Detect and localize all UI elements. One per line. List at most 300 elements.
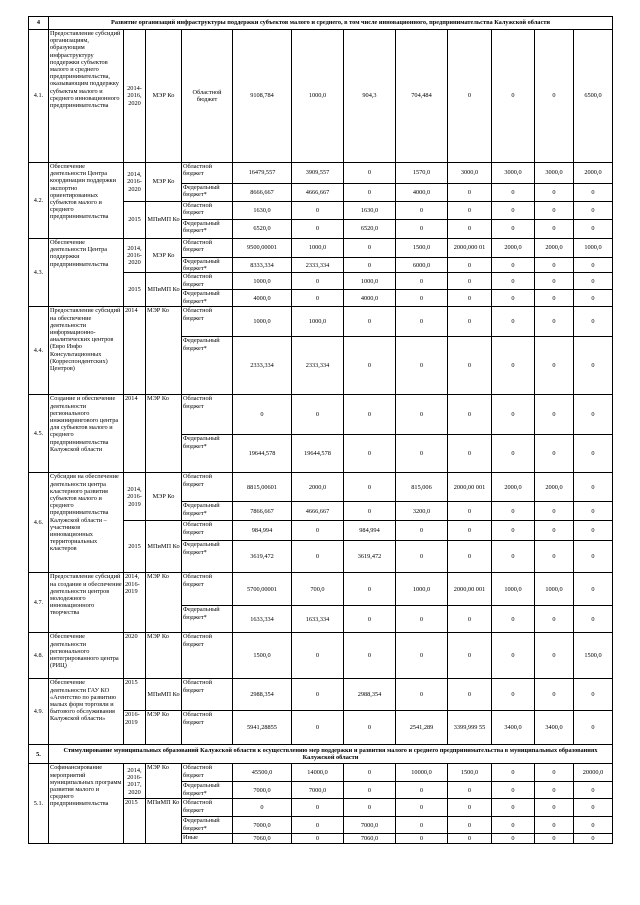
- cell-value: 2333,334: [292, 337, 344, 395]
- cell-value: 0: [448, 633, 492, 679]
- cell-value: 0: [344, 239, 396, 258]
- cell-value: 0: [396, 817, 448, 834]
- table-row: [29, 395, 613, 435]
- row-years: 2015: [124, 679, 146, 711]
- cell-value: 7060,0: [344, 834, 396, 844]
- row-executor: МЭР Ко: [146, 711, 182, 745]
- row-name: Обеспечение деятельности регионального интегрированного центра (РИЦ): [49, 633, 124, 679]
- cell-value: 0: [492, 202, 535, 220]
- cell-value: 0: [344, 184, 396, 202]
- cell-value: 0: [344, 606, 396, 633]
- cell-value: 5941,28855: [233, 711, 292, 745]
- cell-value: 0: [292, 679, 344, 711]
- cell-value: 0: [344, 573, 396, 606]
- row-executor: МЭР Ко: [146, 30, 182, 163]
- cell-value: 0: [574, 290, 613, 307]
- cell-value: 0: [448, 541, 492, 573]
- row-id: 4.5.: [29, 395, 49, 473]
- row-name: Обеспечение деятельности ГАУ КО «Агентство по развитию малых форм торговли и бытового обслуживания Калужской области»: [49, 679, 124, 745]
- cell-value: 0: [292, 817, 344, 834]
- row-source: Федеральный бюджет*: [182, 435, 233, 473]
- cell-value: 0: [448, 258, 492, 273]
- row-executor: МПиМП Ко: [146, 273, 182, 307]
- cell-value: 0: [396, 541, 448, 573]
- cell-value: 2000,0: [492, 239, 535, 258]
- cell-value: 0: [233, 799, 292, 817]
- row-source: Областной бюджет: [182, 473, 233, 502]
- cell-value: 3399,999 55: [448, 711, 492, 745]
- cell-value: 2000,0: [574, 163, 613, 184]
- cell-value: 0: [535, 202, 574, 220]
- cell-value: 0: [535, 817, 574, 834]
- cell-value: 0: [396, 633, 448, 679]
- row-source: Областной бюджет: [182, 307, 233, 337]
- cell-value: 0: [574, 679, 613, 711]
- cell-value: 4666,667: [292, 502, 344, 521]
- cell-value: 984,994: [233, 521, 292, 541]
- cell-value: 6520,0: [233, 220, 292, 239]
- cell-value: 0: [292, 799, 344, 817]
- cell-value: 0: [396, 679, 448, 711]
- cell-value: 1630,0: [344, 202, 396, 220]
- cell-value: 0: [492, 220, 535, 239]
- cell-value: 0: [535, 220, 574, 239]
- table-row: [29, 573, 613, 606]
- row-source: Федеральный бюджет*: [182, 782, 233, 799]
- row-years: 2014, 2016-2020: [124, 163, 146, 202]
- row-name: Обеспечение деятельности Центра координации поддержки экспортно ориентированных субъектов малого и среднего предпринимательства: [49, 163, 124, 239]
- cell-value: 0: [574, 395, 613, 435]
- cell-value: 0: [492, 782, 535, 799]
- cell-value: 0: [574, 220, 613, 239]
- cell-value: 0: [492, 521, 535, 541]
- table-row: [29, 163, 613, 184]
- cell-value: 0: [574, 541, 613, 573]
- cell-value: 0: [396, 435, 448, 473]
- cell-value: 14000,0: [292, 764, 344, 782]
- row-years: 2015: [124, 202, 146, 239]
- cell-value: 8815,00601: [233, 473, 292, 502]
- cell-value: 0: [535, 258, 574, 273]
- cell-value: 0: [535, 764, 574, 782]
- row-executor: МПиМП Ко: [146, 679, 182, 711]
- cell-value: 0: [574, 273, 613, 290]
- row-source: Федеральный бюджет*: [182, 290, 233, 307]
- cell-value: 0: [344, 337, 396, 395]
- row-name: Субсидия на обеспечение деятельности центра кластерного развития субъектов малого и среднего предпринимательства Калужской области – участников инновационных территориальных кластеров: [49, 473, 124, 573]
- row-source: Иные: [182, 834, 233, 844]
- cell-value: 7866,667: [233, 502, 292, 521]
- cell-value: 1000,0: [396, 573, 448, 606]
- cell-value: 1570,0: [396, 163, 448, 184]
- cell-value: 1000,0: [233, 273, 292, 290]
- row-years: 2014, 2016-2019: [124, 573, 146, 633]
- cell-value: 0: [492, 633, 535, 679]
- cell-value: 0: [396, 307, 448, 337]
- cell-value: 1630,0: [233, 202, 292, 220]
- cell-value: 1500,0: [574, 633, 613, 679]
- cell-value: 3400,0: [535, 711, 574, 745]
- row-years: 2015: [124, 521, 146, 573]
- document-page: [28, 16, 613, 844]
- cell-value: 0: [448, 30, 492, 163]
- cell-value: 3619,472: [233, 541, 292, 573]
- cell-value: 0: [492, 290, 535, 307]
- row-name: Предоставление субсидий на создание и обеспечение деятельности центров молодежного инновационного творчества: [49, 573, 124, 633]
- cell-value: 1633,334: [233, 606, 292, 633]
- row-years: 2020: [124, 633, 146, 679]
- cell-value: 4666,667: [292, 184, 344, 202]
- cell-value: 0: [344, 435, 396, 473]
- cell-value: 0: [344, 473, 396, 502]
- cell-value: 0: [535, 502, 574, 521]
- cell-value: 0: [492, 258, 535, 273]
- cell-value: 0: [535, 521, 574, 541]
- row-source: Федеральный бюджет*: [182, 502, 233, 521]
- row-executor: МЭР Ко: [146, 163, 182, 202]
- row-name: Софинансирование мероприятий муниципальных программ развития малого и среднего предпринимательства: [49, 764, 124, 844]
- row-source: Областной бюджет: [182, 395, 233, 435]
- budget-table: [28, 16, 613, 844]
- cell-value: 0: [492, 799, 535, 817]
- cell-value: 904,3: [344, 30, 396, 163]
- cell-value: 0: [292, 202, 344, 220]
- cell-value: 0: [574, 521, 613, 541]
- row-source: Областной бюджет: [182, 273, 233, 290]
- cell-value: 0: [396, 202, 448, 220]
- cell-value: 0: [448, 817, 492, 834]
- cell-value: 0: [448, 220, 492, 239]
- cell-value: 0: [574, 606, 613, 633]
- cell-value: 2988,354: [233, 679, 292, 711]
- table-row: [29, 679, 613, 711]
- row-years: 2014: [124, 395, 146, 473]
- cell-value: 0: [574, 258, 613, 273]
- cell-value: 0: [535, 290, 574, 307]
- row-source: Федеральный бюджет*: [182, 337, 233, 395]
- row-id: 4.8.: [29, 633, 49, 679]
- cell-value: 0: [574, 573, 613, 606]
- cell-value: 1000,0: [574, 239, 613, 258]
- row-id: 4.3.: [29, 239, 49, 307]
- row-years: 2016-2019: [124, 711, 146, 745]
- cell-value: 0: [492, 817, 535, 834]
- row-years: 2015: [124, 799, 146, 844]
- cell-value: 700,0: [292, 573, 344, 606]
- cell-value: 984,994: [344, 521, 396, 541]
- cell-value: 4000,0: [344, 290, 396, 307]
- table-row: [29, 633, 613, 679]
- cell-value: 0: [396, 337, 448, 395]
- cell-value: 2000,00 001: [448, 473, 492, 502]
- cell-value: 0: [448, 606, 492, 633]
- cell-value: 6000,0: [396, 258, 448, 273]
- row-source: Областной бюджет: [182, 521, 233, 541]
- cell-value: 0: [292, 273, 344, 290]
- cell-value: 0: [448, 679, 492, 711]
- row-name: Предоставление субсидий организациям, образующим инфраструктуру поддержки субъектов малого и среднего предпринимательства, оказывающим поддержку субъектам малого и среднего инновационного предпринимательства: [49, 30, 124, 163]
- cell-value: 0: [574, 202, 613, 220]
- section-header-5: [29, 745, 613, 764]
- cell-value: 0: [396, 273, 448, 290]
- cell-value: 2000,0: [535, 239, 574, 258]
- section-header-4: [29, 17, 613, 30]
- row-years: 2014-2016, 2020: [124, 30, 146, 163]
- row-source: Областной бюджет: [182, 764, 233, 782]
- row-executor: МПиМП Ко: [146, 521, 182, 573]
- section-number: 5.: [29, 745, 49, 764]
- cell-value: 2333,334: [292, 258, 344, 273]
- cell-value: 0: [396, 220, 448, 239]
- cell-value: 0: [574, 817, 613, 834]
- cell-value: 0: [448, 273, 492, 290]
- cell-value: 0: [292, 290, 344, 307]
- cell-value: 3000,0: [492, 163, 535, 184]
- row-source: Областной бюджет: [182, 573, 233, 606]
- cell-value: 0: [344, 764, 396, 782]
- cell-value: 0: [535, 606, 574, 633]
- cell-value: 0: [396, 834, 448, 844]
- cell-value: 3400,0: [492, 711, 535, 745]
- cell-value: 0: [574, 834, 613, 844]
- table-row: [29, 30, 613, 163]
- row-source: Областной бюджет: [182, 711, 233, 745]
- cell-value: 0: [574, 184, 613, 202]
- cell-value: 0: [292, 711, 344, 745]
- cell-value: 3909,557: [292, 163, 344, 184]
- row-executor: МЭР Ко: [146, 395, 182, 473]
- cell-value: 0: [574, 711, 613, 745]
- cell-value: 0: [492, 435, 535, 473]
- cell-value: 0: [535, 395, 574, 435]
- table-row: [29, 307, 613, 337]
- cell-value: 0: [292, 541, 344, 573]
- cell-value: 3000,0: [448, 163, 492, 184]
- section-title: Развитие организаций инфраструктуры поддержки субъектов малого и среднего, в том числе инновационного, предпринимательства Калужской области: [49, 17, 613, 30]
- cell-value: 815,006: [396, 473, 448, 502]
- cell-value: 0: [574, 799, 613, 817]
- cell-value: 1633,334: [292, 606, 344, 633]
- cell-value: 1500,0: [396, 239, 448, 258]
- cell-value: 0: [492, 834, 535, 844]
- cell-value: 704,484: [396, 30, 448, 163]
- cell-value: 0: [535, 679, 574, 711]
- cell-value: 0: [492, 184, 535, 202]
- row-id: 5.1.: [29, 764, 49, 844]
- table-row: [29, 473, 613, 502]
- row-source: Областной бюджет: [182, 30, 233, 163]
- cell-value: 0: [574, 307, 613, 337]
- row-years: 2014, 2016-2020: [124, 239, 146, 273]
- cell-value: 2541,289: [396, 711, 448, 745]
- cell-value: 0: [344, 782, 396, 799]
- cell-value: 0: [448, 834, 492, 844]
- cell-value: 0: [574, 502, 613, 521]
- cell-value: 1000,0: [233, 307, 292, 337]
- cell-value: 0: [292, 633, 344, 679]
- cell-value: 2000,0: [535, 473, 574, 502]
- row-source: Федеральный бюджет*: [182, 258, 233, 273]
- cell-value: 0: [492, 337, 535, 395]
- row-years: 2014: [124, 307, 146, 395]
- row-years: 2014, 2016-2019: [124, 473, 146, 521]
- row-source: Федеральный бюджет*: [182, 817, 233, 834]
- cell-value: 0: [492, 606, 535, 633]
- cell-value: 1000,0: [292, 307, 344, 337]
- cell-value: 4000,0: [233, 290, 292, 307]
- row-source: Областной бюджет: [182, 202, 233, 220]
- cell-value: 0: [344, 502, 396, 521]
- row-source: Областной бюджет: [182, 239, 233, 258]
- row-name: Обеспечение деятельности Центра поддержки предпринимательства: [49, 239, 124, 307]
- cell-value: 0: [535, 799, 574, 817]
- cell-value: 7000,0: [233, 782, 292, 799]
- cell-value: 0: [396, 521, 448, 541]
- cell-value: 0: [448, 337, 492, 395]
- row-source: Федеральный бюджет*: [182, 220, 233, 239]
- row-name: Создание и обеспечение деятельности регионального инжинирингового центра для субъектов малого и среднего предпринимательства Калужской области: [49, 395, 124, 473]
- cell-value: 0: [292, 395, 344, 435]
- cell-value: 0: [535, 273, 574, 290]
- cell-value: 0: [233, 395, 292, 435]
- cell-value: 1000,0: [292, 239, 344, 258]
- cell-value: 1000,0: [535, 573, 574, 606]
- cell-value: 0: [448, 184, 492, 202]
- row-executor: МЭР Ко: [146, 239, 182, 273]
- row-executor: МЭР Ко: [146, 633, 182, 679]
- row-executor: МЭР Ко: [146, 307, 182, 395]
- cell-value: 10000,0: [396, 764, 448, 782]
- cell-value: 0: [448, 502, 492, 521]
- cell-value: 0: [396, 782, 448, 799]
- cell-value: 0: [448, 782, 492, 799]
- cell-value: 3200,0: [396, 502, 448, 521]
- cell-value: 1000,0: [492, 573, 535, 606]
- cell-value: 0: [535, 435, 574, 473]
- cell-value: 0: [396, 395, 448, 435]
- cell-value: 0: [574, 337, 613, 395]
- row-id: 4.4.: [29, 307, 49, 395]
- cell-value: 0: [448, 799, 492, 817]
- cell-value: 0: [344, 307, 396, 337]
- cell-value: 19644,578: [233, 435, 292, 473]
- section-number: 4: [29, 17, 49, 30]
- cell-value: 0: [344, 799, 396, 817]
- cell-value: 8666,667: [233, 184, 292, 202]
- cell-value: 0: [344, 258, 396, 273]
- row-executor: МПиМП Ко: [146, 799, 182, 844]
- cell-value: 0: [492, 541, 535, 573]
- cell-value: 7000,0: [344, 817, 396, 834]
- cell-value: 5700,00001: [233, 573, 292, 606]
- row-id: 4.6.: [29, 473, 49, 573]
- cell-value: 0: [492, 30, 535, 163]
- cell-value: 0: [535, 834, 574, 844]
- cell-value: 0: [344, 711, 396, 745]
- cell-value: 0: [574, 782, 613, 799]
- cell-value: 0: [535, 633, 574, 679]
- cell-value: 0: [535, 782, 574, 799]
- cell-value: 0: [448, 290, 492, 307]
- cell-value: 0: [535, 337, 574, 395]
- cell-value: 1000,0: [292, 30, 344, 163]
- cell-value: 2000,000 01: [448, 239, 492, 258]
- cell-value: 0: [492, 764, 535, 782]
- cell-value: 1000,0: [344, 273, 396, 290]
- row-source: Федеральный бюджет*: [182, 184, 233, 202]
- cell-value: 0: [492, 273, 535, 290]
- cell-value: 20000,0: [574, 764, 613, 782]
- cell-value: 0: [396, 799, 448, 817]
- row-id: 4.7.: [29, 573, 49, 633]
- row-source: Областной бюджет: [182, 799, 233, 817]
- cell-value: 2000,00 001: [448, 573, 492, 606]
- cell-value: 0: [492, 395, 535, 435]
- cell-value: 7000,0: [233, 817, 292, 834]
- cell-value: 16479,557: [233, 163, 292, 184]
- cell-value: 0: [492, 307, 535, 337]
- cell-value: 0: [574, 473, 613, 502]
- row-executor: МЭР Ко: [146, 573, 182, 633]
- cell-value: 6520,0: [344, 220, 396, 239]
- table-row: [29, 239, 613, 258]
- row-source: Областной бюджет: [182, 679, 233, 711]
- cell-value: 19644,578: [292, 435, 344, 473]
- cell-value: 0: [492, 679, 535, 711]
- cell-value: 0: [344, 163, 396, 184]
- row-years: 2015: [124, 273, 146, 307]
- cell-value: 9108,784: [233, 30, 292, 163]
- cell-value: 0: [292, 220, 344, 239]
- row-years: 2014, 2016-2017, 2020: [124, 764, 146, 799]
- cell-value: 0: [448, 395, 492, 435]
- cell-value: 0: [535, 184, 574, 202]
- row-source: Областной бюджет: [182, 633, 233, 679]
- cell-value: 2000,0: [292, 473, 344, 502]
- cell-value: 0: [448, 307, 492, 337]
- cell-value: 3000,0: [535, 163, 574, 184]
- cell-value: 0: [535, 541, 574, 573]
- cell-value: 2988,354: [344, 679, 396, 711]
- cell-value: 0: [448, 521, 492, 541]
- cell-value: 6500,0: [574, 30, 613, 163]
- cell-value: 9500,00001: [233, 239, 292, 258]
- row-executor: МПиМП Ко: [146, 202, 182, 239]
- cell-value: 7060,0: [233, 834, 292, 844]
- row-source: Федеральный бюджет*: [182, 541, 233, 573]
- cell-value: 0: [448, 202, 492, 220]
- row-source: Областной бюджет: [182, 163, 233, 184]
- cell-value: 0: [396, 290, 448, 307]
- cell-value: 0: [292, 834, 344, 844]
- row-id: 4.2.: [29, 163, 49, 239]
- table-row: [29, 764, 613, 782]
- cell-value: 1500,0: [233, 633, 292, 679]
- cell-value: 2000,0: [492, 473, 535, 502]
- section-title: Стимулирование муниципальных образований Калужской области к осуществлению мер поддержки и развития малого и среднего предпринимательства в муниципальных образованиях Калужской области: [49, 745, 613, 764]
- row-id: 4.1.: [29, 30, 49, 163]
- cell-value: 0: [448, 435, 492, 473]
- cell-value: 0: [292, 521, 344, 541]
- row-source: Федеральный бюджет*: [182, 606, 233, 633]
- cell-value: 0: [535, 30, 574, 163]
- cell-value: 45500,0: [233, 764, 292, 782]
- row-name: Предоставление субсидий на обеспечение деятельности информационно-аналитических центров (Евро Инфо Консультационных (Корреспондентских) Центров): [49, 307, 124, 395]
- cell-value: 0: [344, 633, 396, 679]
- cell-value: 4000,0: [396, 184, 448, 202]
- cell-value: 3619,472: [344, 541, 396, 573]
- cell-value: 2333,334: [233, 337, 292, 395]
